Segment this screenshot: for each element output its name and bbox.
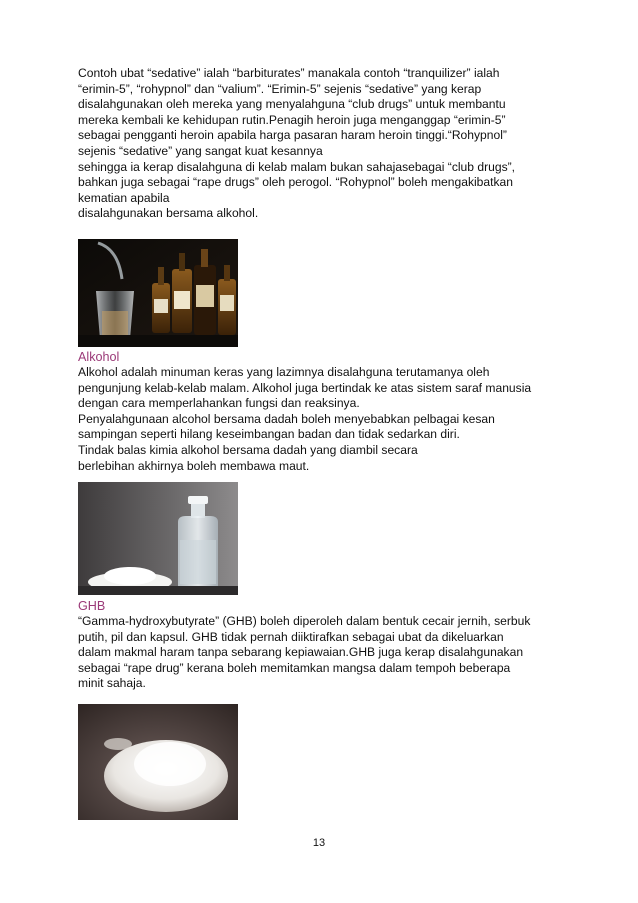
ghb-paragraph (78, 614, 578, 692)
intro-line: sejenis “sedative” yang sangat kuat kesannya (78, 143, 323, 158)
ghb-line: dalam makmal haram tanpa sebarang kepiawaian.GHB juga kerap disalahgunakan (78, 645, 524, 660)
intro-line: sebagai pengganti heroin apabila harga pasaran haram heroin tinggi.“Rohypnol” (78, 128, 507, 143)
intro-line: mereka kembali ke kehidupan rutin.Penagih heroin juga menganggap “erimin-5” (78, 112, 506, 127)
intro-line: sehingga ia kerap disalahguna di kelab malam bukan sahajasebagai “club drugs”, (78, 159, 515, 174)
intro-line: disalahgunakan bersama alkohol. (78, 206, 259, 221)
alcohol-line: pengunjung kelab-kelab malam. Alkohol juga bertindak ke atas sistem saraf manusia (78, 380, 532, 395)
ghb-line: minit sahaja. (78, 676, 146, 691)
intro-line: Contoh ubat “sedative” ialah “barbiturates” manakala contoh “tranquilizer” ialah (78, 66, 500, 80)
ghb-line: “Gamma-hydroxybutyrate” (GHB) boleh diperoleh dalam bentuk cecair jernih, serbuk (78, 614, 531, 628)
intro-line: bahkan juga sebagai “rape drugs” oleh perogol. “Rohypnol” boleh mengakibatkan (78, 175, 513, 190)
alcohol-line: Penyalahgunaan alcohol bersama dadah boleh menyebabkan pelbagai kesan (78, 411, 495, 426)
alcohol-line: berlebihan akhirnya boleh membawa maut. (78, 458, 310, 473)
ghb-line: sebagai “rape drug” kerana boleh memitamkan mangsa dalam tempoh beberapa (78, 660, 511, 675)
intro-paragraph (78, 66, 578, 222)
alcohol-line: Tindak balas kimia alkohol bersama dadah yang diambil secara (78, 442, 418, 457)
intro-line: disalahgunakan oleh mereka yang menyalahguna “club drugs” untuk membantu (78, 97, 506, 112)
intro-line: kematian apabila (78, 190, 170, 205)
section-heading-ghb: GHB (78, 599, 106, 613)
ghb-bottle-photo (78, 482, 238, 595)
alcohol-paragraph (78, 365, 578, 474)
alcohol-line: Alkohol adalah minuman keras yang lazimnya disalahguna terutamanya oleh (78, 365, 490, 379)
page-number: 13 (312, 837, 326, 849)
alcohol-line: dengan cara memperlahankan fungsi dan reaksinya. (78, 396, 360, 411)
alcohol-line: sampingan seperti hilang keseimbangan badan dan tidak sedarkan diri. (78, 427, 460, 442)
white-powder-photo (78, 704, 238, 820)
ghb-line: putih, pil dan kapsul. GHB tidak pernah diiktirafkan sebagai ubat da dikeluarkan (78, 629, 504, 644)
intro-line: “erimin-5”, “rohypnol” dan “valium”. “Erimin-5” sejenis “sedative” yang kerap (78, 81, 482, 96)
alcohol-bottles-photo (78, 239, 238, 347)
section-heading-alkohol: Alkohol (78, 350, 120, 364)
